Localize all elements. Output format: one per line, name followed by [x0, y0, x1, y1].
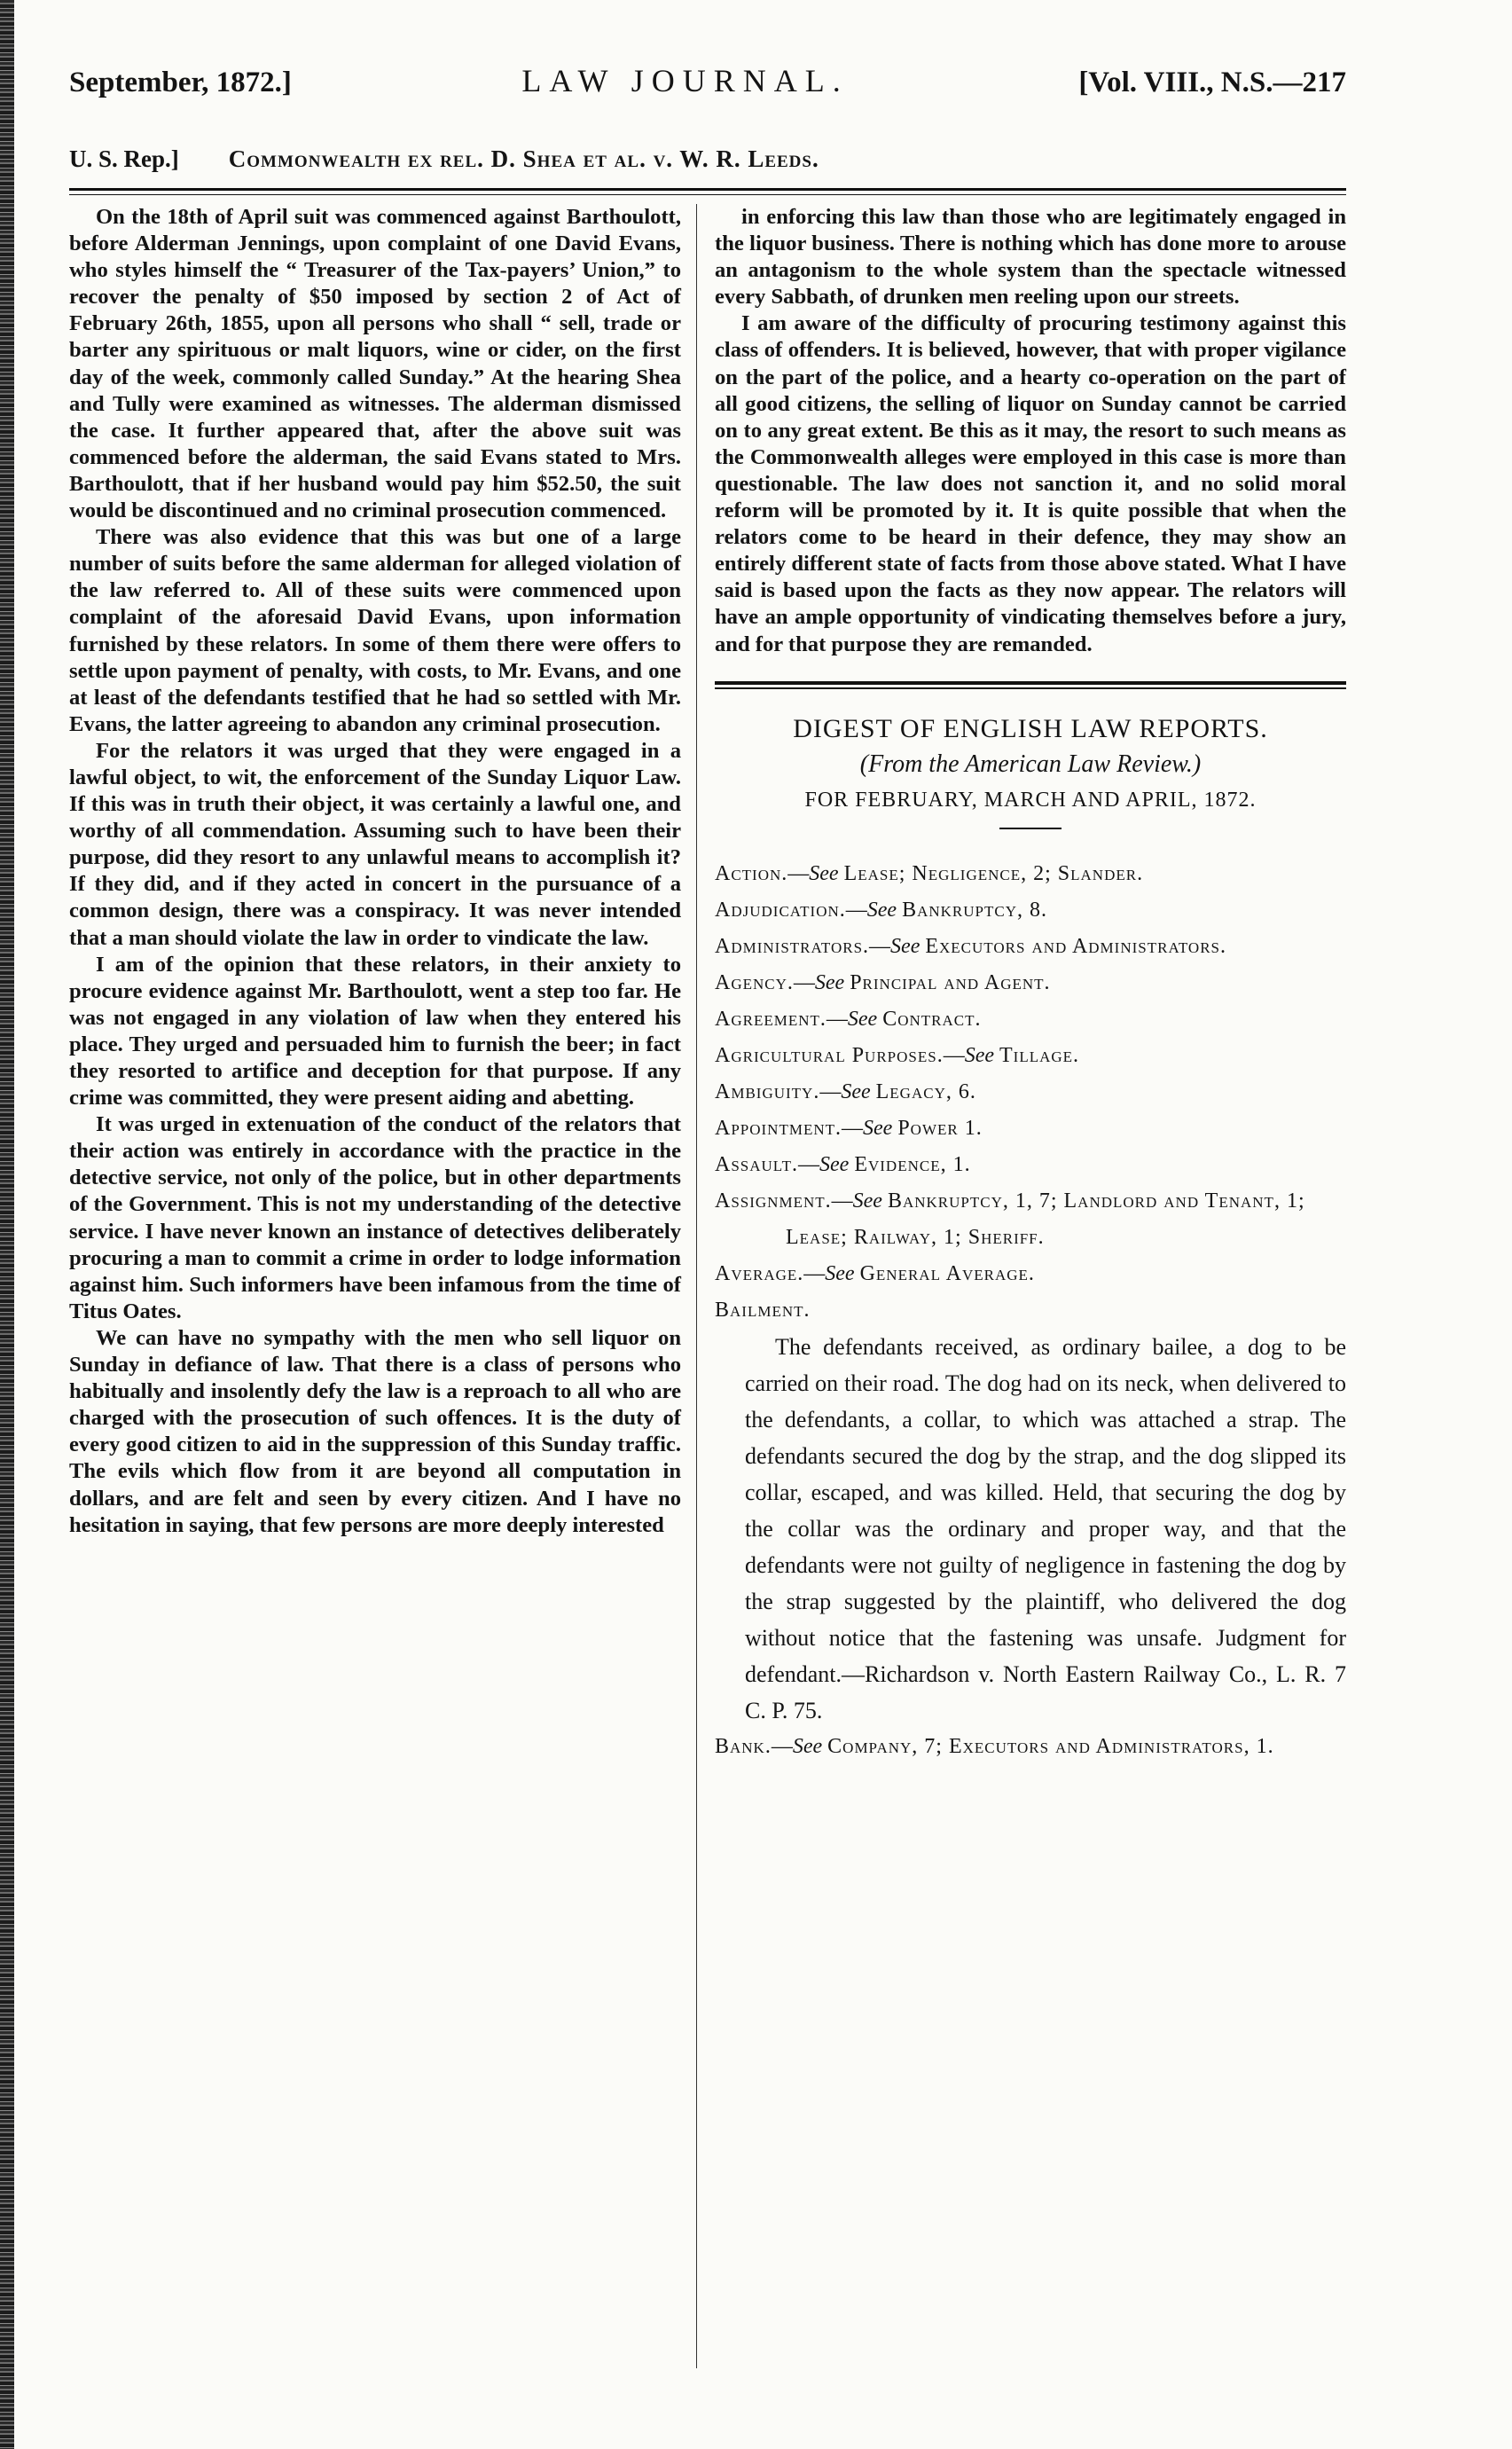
header-volume: [Vol. VIII., N.S.—217 — [1078, 67, 1346, 98]
paragraph: It was urged in extenuation of the conduct of the relators that their action was entirely in accordance with the practice in the detective service, not only of the police, but in other departments of the Government. This is not my understanding of the detective service. I have never known an instance of detectives deliberately procuring a man to commit a crime in order to lodge information against him. Such informers have been infamous from the time of Titus Oates. — [69, 1112, 681, 1323]
see-ref: See — [814, 970, 845, 994]
case-caption — [69, 145, 1346, 181]
bailment-text: The defendants received, as ordinary bailee, a dog to be carried on their road. The dog had on its neck, when delivered to the defendants, a collar, to which was attached a strap. The defendants secured the dog by the strap, and the dog slipped its collar, escaped, and was killed. Held, that securing the dog by the collar was the ordinary and proper way, and that the defendants were not guilty of negligence in fastening the dog by the strap suggested by the plaintiff, who delivered the dog without notice that the fastening was unsafe. Judgment for defendant.—Richardson v. North Eastern Railway Co., L. R. 7 C. P. 75. — [745, 1333, 1346, 1723]
entry-head: Bank. — [715, 1734, 772, 1758]
digest-entry: Agency.—See Principal and Agent. — [715, 970, 1051, 994]
see-ref: See — [825, 1261, 855, 1285]
paragraph: We can have no sympathy with the men who sell liquor on Sunday in defiance of law. That there is a class of persons who habitually and insolently defy the law is a reproach to all who are charged with the prosecution of such offences. It is the duty of every good citizen to aid in the suppression of this Sunday traffic. The evils which flow from it are beyond all computation in dollars, and are felt and seen by every citizen. And I have no hesitation in saying, that few persons are more deeply interested — [69, 1325, 681, 1537]
digest-period: FOR FEBRUARY, MARCH AND APRIL, 1872. — [804, 788, 1257, 812]
entry-refs: Contract. — [882, 1007, 982, 1031]
entry-refs: Principal and Agent. — [850, 970, 1051, 994]
digest-entry: Bank.—See Company, 7; Executors and Administrators, 1. — [715, 1734, 1274, 1758]
entry-refs: Bankruptcy, 8. — [902, 898, 1048, 922]
digest-entry: Assault.—See Evidence, 1. — [715, 1152, 971, 1176]
header-rule — [69, 188, 1346, 195]
entry-head: Assignment. — [715, 1189, 832, 1213]
see-ref: See — [852, 1189, 882, 1213]
paragraph: I am of the opinion that these relators, in their anxiety to procure evidence against Mr. Barthoulott, went a step too far. He was not engaged in any violation of law when they entered his place. They urged and persuaded him to furnish the beer; in fact they resorted to artifice and deception for that purpose. If any crime was committed, they were present aiding and abetting. — [69, 952, 681, 1111]
paragraph: There was also evidence that this was but one of a large number of suits before the same alderman for alleged violation of the law referred to. All of these suits were commenced upon complaint of the aforesaid David Evans, upon information furnished by these relators. In some of them there were offers to settle upon payment of penalty, with costs, to Mr. Evans, and one at least of the defendants testified that he had so settled with Mr. Evans, the latter agreeing to abandon any criminal prosecution. — [69, 525, 681, 736]
entry-head: Average. — [715, 1261, 804, 1285]
paragraph: in enforcing this law than those who are legitimately engaged in the liquor business. There is nothing which has done more to arouse an antagonism to the whole system than the spectacle witnessed every Sabbath, of drunken men reeling upon our streets. — [715, 205, 1346, 310]
see-ref: See — [964, 1043, 995, 1067]
section-rule — [715, 681, 1346, 689]
entry-refs: Evidence, 1. — [854, 1152, 971, 1176]
digest-entry: Adjudication.—See Bankruptcy, 8. — [715, 898, 1048, 922]
journal-title: LAW JOURNAL. — [521, 63, 849, 98]
entry-head: Action. — [715, 861, 788, 885]
entry-refs: Bankruptcy, 1, 7; Landlord and Tenant, 1; Lease; Railway, 1; Sheriff. — [786, 1189, 1305, 1249]
see-ref: See — [847, 1007, 878, 1031]
right-column — [715, 204, 1346, 1765]
entry-refs: Power 1. — [897, 1116, 983, 1140]
column-divider — [696, 204, 697, 2368]
digest-entry: Administrators.—See Executors and Administrators. — [715, 934, 1226, 958]
digest-entry: Appointment.—See Power 1. — [715, 1116, 983, 1140]
entry-head: Agreement. — [715, 1007, 827, 1031]
see-ref: See — [841, 1079, 871, 1103]
digest-entry: Action.—See Lease; Negligence, 2; Slander. — [715, 861, 1144, 885]
header-date: September, 1872.] — [69, 67, 292, 98]
entry-head: Ambiguity. — [715, 1079, 820, 1103]
case-title: Commonwealth ex rel. D. Shea et al. v. W. R. Leeds. — [228, 145, 819, 172]
entry-refs: Company, 7; Executors and Administrators, 1. — [827, 1734, 1274, 1758]
entry-head: Adjudication. — [715, 898, 846, 922]
see-ref: See — [809, 861, 839, 885]
paragraph: On the 18th of April suit was commenced against Barthoulott, before Alderman Jennings, upon complaint of one David Evans, who styles himself the “ Treasurer of the Tax-payers’ Union,” to recover the penalty of $50 imposed by section 2 of Act of February 26th, 1855, upon all persons who shall “ sell, trade or barter any spirituous or malt liquors, wine or cider, on the first day of the week, commonly called Sunday.” At the hearing Shea and Tully were examined as witnesses. The alderman dismissed the case. It further appeared that, after the above suit was commenced before the alderman, the said Evans stated to Mrs. Barthoulott, that if her husband would pay him $52.50, the suit would be discontinued and no criminal prosecution commenced. — [69, 205, 681, 523]
body-columns — [69, 204, 1346, 2368]
see-ref: See — [863, 1116, 893, 1140]
digest-title: DIGEST OF ENGLISH LAW REPORTS. — [793, 713, 1268, 743]
left-column — [69, 204, 681, 1539]
entry-head: Agency. — [715, 970, 794, 994]
entry-refs: Lease; Negligence, 2; Slander. — [843, 861, 1144, 885]
paragraph: For the relators it was urged that they were engaged in a lawful object, to wit, the enforcement of the Sunday Liquor Law. If this was in truth their object, it was certainly a lawful one, and worthy of all commendation. Assuming such to have been their purpose, did they resort to any unlawful means to accomplish it? If they did, and if they acted in concert in the pursuance of a common design, there was a conspiracy. It was never intended that a man should violate the law in order to vindicate the law. — [69, 738, 681, 950]
bailment-heading: Bailment. — [715, 1298, 811, 1322]
digest-entry: Assignment.—See Bankruptcy, 1, 7; Landlord and Tenant, 1; Lease; Railway, 1; Sheriff. — [715, 1189, 1305, 1249]
entry-head: Assault. — [715, 1152, 799, 1176]
entry-refs: Legacy, 6. — [875, 1079, 976, 1103]
scan-binding-edge — [0, 0, 14, 2449]
entry-head: Appointment. — [715, 1116, 842, 1140]
entry-refs: General Average. — [859, 1261, 1035, 1285]
running-header — [69, 62, 1346, 115]
see-ref: See — [866, 898, 897, 922]
paragraph: I am aware of the difficulty of procuring testimony against this class of offenders. It is believed, however, that with proper vigilance on the part of the police, and a hearty co-operation on the part of all good citizens, the selling of liquor on Sunday cannot be carried on to any great extent. Be this as it may, the resort to such means as the Commonwealth alleges were employed in this case is more than questionable. The law does not sanction it, and no solid moral reform will be promoted by it. It is quite possible that when the relators come to be heard in their defence, they may show an entirely different state of facts from those above stated. What I have said is based upon the facts as they now appear. The relators will have an ample opportunity of vindicating themselves before a jury, and for that purpose they are remanded. — [715, 311, 1346, 656]
digest-source: (From the American Law Review.) — [859, 750, 1202, 778]
digest-entry: Agreement.—See Contract. — [715, 1007, 982, 1031]
entry-head: Agricultural Purposes. — [715, 1043, 944, 1067]
reporter-label: U. S. Rep.] — [69, 145, 179, 172]
digest-entry: Agricultural Purposes.—See Tillage. — [715, 1043, 1080, 1067]
entry-refs: Executors and Administrators. — [925, 934, 1226, 958]
short-rule — [999, 828, 1062, 829]
entry-head: Administrators. — [715, 934, 870, 958]
see-ref: See — [792, 1734, 823, 1758]
digest-entry: Average.—See General Average. — [715, 1261, 1035, 1285]
see-ref: See — [890, 934, 921, 958]
see-ref: See — [819, 1152, 850, 1176]
digest-entry: Ambiguity.—See Legacy, 6. — [715, 1079, 976, 1103]
entry-refs: Tillage. — [999, 1043, 1080, 1067]
journal-page — [69, 62, 1346, 2368]
